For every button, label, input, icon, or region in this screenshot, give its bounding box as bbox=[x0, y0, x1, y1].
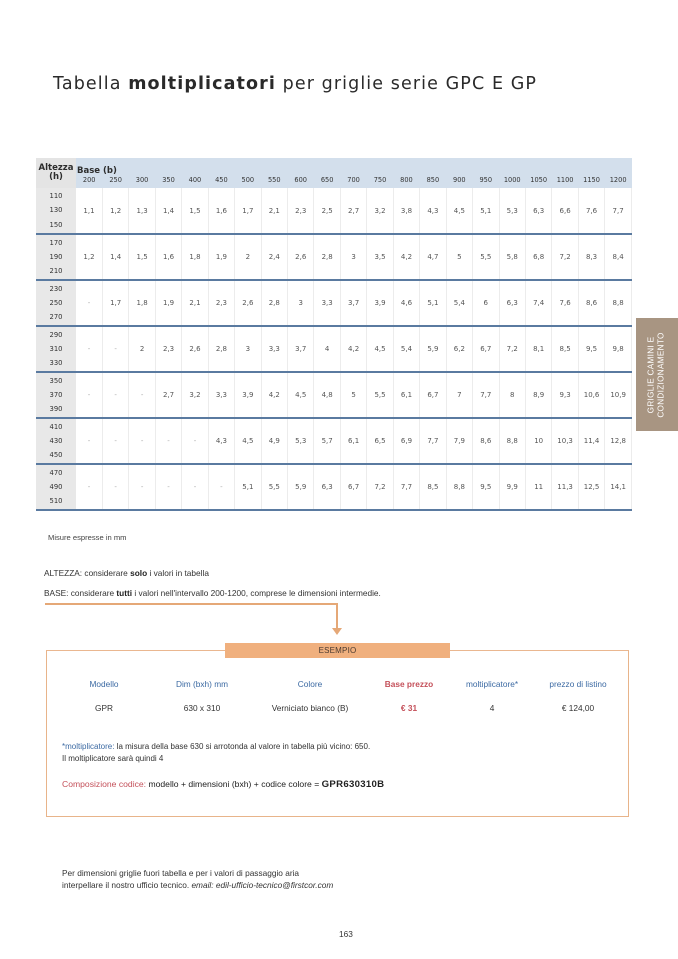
multiplier-cell: 7 bbox=[446, 372, 472, 418]
base-value-header: 900 bbox=[446, 176, 472, 188]
table-row bbox=[36, 326, 632, 372]
multiplier-footnote-line2: Il moltiplicatore sarà quindi 4 bbox=[62, 754, 164, 763]
example-header-color: Colore bbox=[297, 679, 323, 689]
base-column-header: Base (b) bbox=[76, 158, 632, 176]
height-value: 210 bbox=[49, 267, 63, 276]
multiplier-cell: - bbox=[129, 372, 155, 418]
multiplier-cell: 6,7 bbox=[420, 372, 446, 418]
multiplier-cell: 2,6 bbox=[288, 234, 314, 280]
height-value: 250 bbox=[49, 298, 63, 307]
code-value: GPR630310B bbox=[321, 779, 385, 790]
multiplier-cell: 5,3 bbox=[288, 418, 314, 464]
multiplier-cell: 5,4 bbox=[446, 280, 472, 326]
multiplier-cell: 2,7 bbox=[155, 372, 181, 418]
multiplier-cell: 2,3 bbox=[155, 326, 181, 372]
multiplier-cell: - bbox=[129, 418, 155, 464]
multiplier-cell: 1,8 bbox=[129, 280, 155, 326]
multiplier-cell: 3,3 bbox=[261, 326, 287, 372]
multiplier-cell: 7,2 bbox=[552, 234, 578, 280]
multiplier-cell: - bbox=[76, 418, 102, 464]
multiplier-cell: 6,8 bbox=[525, 234, 551, 280]
multiplier-cell: 3,2 bbox=[182, 372, 208, 418]
multiplier-cell: 8,6 bbox=[473, 418, 499, 464]
multiplier-table bbox=[36, 158, 632, 511]
height-value: 130 bbox=[49, 206, 63, 215]
multiplier-cell: 6,1 bbox=[340, 418, 366, 464]
base-value-header: 800 bbox=[393, 176, 419, 188]
multiplier-cell: 10,3 bbox=[552, 418, 578, 464]
height-value: 370 bbox=[49, 390, 63, 399]
multiplier-cell: 9,3 bbox=[552, 372, 578, 418]
base-value-header: 650 bbox=[314, 176, 340, 188]
example-header-base-price: Base prezzo bbox=[384, 679, 434, 689]
multiplier-cell: 3 bbox=[340, 234, 366, 280]
multiplier-cell: 9,9 bbox=[499, 464, 525, 510]
height-value: 310 bbox=[49, 344, 63, 353]
multiplier-cell: 7,2 bbox=[499, 326, 525, 372]
multiplier-cell: 9,5 bbox=[578, 326, 604, 372]
multiplier-cell: 8,4 bbox=[605, 234, 632, 280]
multiplier-cell: 5 bbox=[340, 372, 366, 418]
base-value-header: 450 bbox=[208, 176, 234, 188]
page-title: Tabella moltiplicatori per griglie serie GPC E GP bbox=[53, 74, 538, 94]
multiplier-cell: 3,7 bbox=[340, 280, 366, 326]
multiplier-cell: 6,3 bbox=[525, 188, 551, 234]
multiplier-cell: 3,9 bbox=[235, 372, 261, 418]
height-column-header: Altezza (h) bbox=[36, 158, 76, 188]
multiplier-cell: 8,8 bbox=[499, 418, 525, 464]
base-value-header: 300 bbox=[129, 176, 155, 188]
multiplier-cell: - bbox=[155, 418, 181, 464]
multiplier-cell: 5,7 bbox=[314, 418, 340, 464]
multiplier-cell: 3,3 bbox=[208, 372, 234, 418]
multiplier-cell: 8,5 bbox=[552, 326, 578, 372]
arrow-line bbox=[45, 603, 338, 605]
multiplier-cell: 4 bbox=[314, 326, 340, 372]
example-header-model: Modello bbox=[89, 679, 119, 689]
multiplier-cell: 4,2 bbox=[340, 326, 366, 372]
multiplier-cell: 2,8 bbox=[314, 234, 340, 280]
multiplier-cell: 3,2 bbox=[367, 188, 393, 234]
example-value-model: GPR bbox=[95, 703, 113, 713]
multiplier-cell: - bbox=[76, 464, 102, 510]
multiplier-cell: 7,6 bbox=[578, 188, 604, 234]
multiplier-cell: 7,2 bbox=[367, 464, 393, 510]
example-value-multiplier: 4 bbox=[489, 703, 495, 713]
height-value: 430 bbox=[49, 436, 63, 445]
multiplier-cell: 7,7 bbox=[393, 464, 419, 510]
multiplier-cell: 4,5 bbox=[367, 326, 393, 372]
base-value-header: 1100 bbox=[552, 176, 578, 188]
multiplier-cell: 3 bbox=[235, 326, 261, 372]
multiplier-cell: 9,8 bbox=[605, 326, 632, 372]
code-composition: Composizione codice: modello + dimensioni (bxh) + codice colore = GPR630310B bbox=[62, 779, 385, 790]
multiplier-cell: 8,8 bbox=[446, 464, 472, 510]
base-value-header: 1000 bbox=[499, 176, 525, 188]
multiplier-cell: - bbox=[155, 464, 181, 510]
multiplier-cell: - bbox=[208, 464, 234, 510]
height-range-cell bbox=[36, 464, 76, 510]
multiplier-cell: 2,1 bbox=[261, 188, 287, 234]
height-value: 270 bbox=[49, 313, 63, 322]
multiplier-cell: 8,8 bbox=[605, 280, 632, 326]
multiplier-cell: 5,5 bbox=[473, 234, 499, 280]
multiplier-cell: 5,5 bbox=[261, 464, 287, 510]
height-value: 470 bbox=[49, 468, 63, 477]
multiplier-cell: 2,8 bbox=[261, 280, 287, 326]
multiplier-cell: 11,4 bbox=[578, 418, 604, 464]
multiplier-cell: 3,8 bbox=[393, 188, 419, 234]
side-tab-line1: GRIGLIE CAMINI E bbox=[647, 336, 657, 413]
multiplier-cell: 11 bbox=[525, 464, 551, 510]
multiplier-cell: 8,3 bbox=[578, 234, 604, 280]
base-value-header: 600 bbox=[288, 176, 314, 188]
multiplier-cell: 4,5 bbox=[446, 188, 472, 234]
multiplier-cell: 1,5 bbox=[129, 234, 155, 280]
example-header-dim: Dim (bxh) mm bbox=[175, 679, 229, 689]
base-value-header: 350 bbox=[155, 176, 181, 188]
base-value-header: 850 bbox=[420, 176, 446, 188]
multiplier-cell: 2 bbox=[235, 234, 261, 280]
height-value: 230 bbox=[49, 284, 63, 293]
arrow-line-down bbox=[336, 603, 338, 630]
multiplier-cell: 14,1 bbox=[605, 464, 632, 510]
height-range-cell bbox=[36, 188, 76, 234]
multiplier-cell: 1,2 bbox=[76, 234, 102, 280]
multiplier-cell: 5,9 bbox=[288, 464, 314, 510]
height-value: 510 bbox=[49, 497, 63, 506]
multiplier-cell: - bbox=[102, 372, 128, 418]
multiplier-cell: 2,7 bbox=[340, 188, 366, 234]
multiplier-cell: 6,6 bbox=[552, 188, 578, 234]
example-value-color: Verniciato bianco (B) bbox=[271, 703, 349, 713]
multiplier-cell: 12,5 bbox=[578, 464, 604, 510]
multiplier-cell: 8,9 bbox=[525, 372, 551, 418]
base-value-header: 1150 bbox=[578, 176, 604, 188]
multiplier-cell: 1,8 bbox=[182, 234, 208, 280]
multiplier-cell: 3 bbox=[288, 280, 314, 326]
multiplier-cell: 12,8 bbox=[605, 418, 632, 464]
base-value-header: 1050 bbox=[525, 176, 551, 188]
multiplier-cell: 3,3 bbox=[314, 280, 340, 326]
section-side-tab[interactable] bbox=[636, 318, 678, 431]
multiplier-cell: 4,5 bbox=[235, 418, 261, 464]
multiplier-cell: 6,1 bbox=[393, 372, 419, 418]
multiplier-cell: - bbox=[76, 326, 102, 372]
height-value: 190 bbox=[49, 252, 63, 261]
multiplier-cell: 1,9 bbox=[155, 280, 181, 326]
base-value-header: 950 bbox=[473, 176, 499, 188]
multiplier-cell: 2,6 bbox=[182, 326, 208, 372]
table-row bbox=[36, 418, 632, 464]
arrow-down-icon bbox=[332, 628, 342, 635]
multiplier-cell: 10,9 bbox=[605, 372, 632, 418]
height-range-cell bbox=[36, 418, 76, 464]
multiplier-cell: - bbox=[76, 280, 102, 326]
height-value: 150 bbox=[49, 220, 63, 229]
multiplier-cell: 9,5 bbox=[473, 464, 499, 510]
multiplier-cell: 2,5 bbox=[314, 188, 340, 234]
multiplier-cell: - bbox=[102, 418, 128, 464]
multiplier-cell: 7,6 bbox=[552, 280, 578, 326]
example-value-dim: 630 x 310 bbox=[183, 703, 221, 713]
rule-altezza: ALTEZZA: considerare solo i valori in tabella bbox=[44, 568, 209, 578]
base-value-header: 1200 bbox=[605, 176, 632, 188]
multiplier-cell: 7,7 bbox=[473, 372, 499, 418]
multiplier-cell: 7,4 bbox=[525, 280, 551, 326]
multiplier-cell: 5,4 bbox=[393, 326, 419, 372]
multiplier-footnote: *moltiplicatore: la misura della base 630 si arrotonda al valore in tabella più vicino: 650. bbox=[62, 742, 371, 751]
multiplier-cell: 2,4 bbox=[261, 234, 287, 280]
multiplier-cell: 6 bbox=[473, 280, 499, 326]
multiplier-cell: 6,5 bbox=[367, 418, 393, 464]
multiplier-cell: 7,7 bbox=[420, 418, 446, 464]
multiplier-cell: 6,2 bbox=[446, 326, 472, 372]
multiplier-cell: 6,7 bbox=[473, 326, 499, 372]
multiplier-cell: 6,7 bbox=[340, 464, 366, 510]
multiplier-cell: 6,3 bbox=[499, 280, 525, 326]
multiplier-cell: 3,7 bbox=[288, 326, 314, 372]
side-tab-line2: CONDIZIONAMENTO bbox=[657, 331, 667, 418]
multiplier-cell: 4,3 bbox=[208, 418, 234, 464]
email-link[interactable]: email: edil-ufficio-tecnico@firstcor.com bbox=[191, 880, 334, 890]
base-value-header: 200 bbox=[76, 176, 102, 188]
multiplier-cell: 7,7 bbox=[605, 188, 632, 234]
multiplier-cell: 1,4 bbox=[155, 188, 181, 234]
multiplier-cell: - bbox=[182, 418, 208, 464]
multiplier-cell: 5,5 bbox=[367, 372, 393, 418]
contact-line-2: interpellare il nostro ufficio tecnico. email: edil-ufficio-tecnico@firstcor.com bbox=[62, 880, 334, 890]
height-value: 350 bbox=[49, 376, 63, 385]
multiplier-cell: 2 bbox=[129, 326, 155, 372]
multiplier-cell: 2,3 bbox=[208, 280, 234, 326]
table-header-row bbox=[36, 158, 632, 176]
height-value: 330 bbox=[49, 359, 63, 368]
height-value: 450 bbox=[49, 451, 63, 460]
example-value-base-price: € 31 bbox=[400, 703, 418, 713]
multiplier-cell: 1,1 bbox=[76, 188, 102, 234]
multiplier-cell: 5,3 bbox=[499, 188, 525, 234]
multiplier-cell: 8 bbox=[499, 372, 525, 418]
table-row bbox=[36, 234, 632, 280]
multiplier-cell: 1,2 bbox=[102, 188, 128, 234]
multiplier-cell: 2,8 bbox=[208, 326, 234, 372]
multiplier-cell: 4,3 bbox=[420, 188, 446, 234]
multiplier-cell: 8,5 bbox=[420, 464, 446, 510]
multiplier-cell: 1,9 bbox=[208, 234, 234, 280]
example-header-list-price: prezzo di listino bbox=[549, 679, 607, 689]
height-value: 490 bbox=[49, 482, 63, 491]
height-value: 170 bbox=[49, 238, 63, 247]
multiplier-cell: 1,7 bbox=[102, 280, 128, 326]
multiplier-cell: 1,3 bbox=[129, 188, 155, 234]
multiplier-cell: - bbox=[102, 464, 128, 510]
multiplier-cell: 4,9 bbox=[261, 418, 287, 464]
multiplier-cell: 3,9 bbox=[367, 280, 393, 326]
multiplier-cell: 4,2 bbox=[261, 372, 287, 418]
height-value: 410 bbox=[49, 422, 63, 431]
height-value: 110 bbox=[49, 192, 63, 201]
example-box bbox=[46, 650, 629, 817]
height-range-cell bbox=[36, 372, 76, 418]
multiplier-cell: - bbox=[102, 326, 128, 372]
multiplier-cell: - bbox=[182, 464, 208, 510]
height-value: 290 bbox=[49, 330, 63, 339]
table-row bbox=[36, 280, 632, 326]
multiplier-cell: 6,9 bbox=[393, 418, 419, 464]
height-range-cell bbox=[36, 326, 76, 372]
multiplier-cell: 10 bbox=[525, 418, 551, 464]
contact-line-1: Per dimensioni griglie fuori tabella e per i valori di passaggio aria bbox=[62, 868, 300, 878]
base-value-header: 550 bbox=[261, 176, 287, 188]
multiplier-cell: 7,9 bbox=[446, 418, 472, 464]
multiplier-cell: 2,3 bbox=[288, 188, 314, 234]
multiplier-cell: 5,1 bbox=[235, 464, 261, 510]
multiplier-cell: 1,6 bbox=[155, 234, 181, 280]
multiplier-cell: 1,7 bbox=[235, 188, 261, 234]
base-values-row bbox=[36, 176, 632, 188]
multiplier-cell: 5,1 bbox=[473, 188, 499, 234]
height-range-cell bbox=[36, 280, 76, 326]
multiplier-cell: 4,8 bbox=[314, 372, 340, 418]
multiplier-cell: 5,1 bbox=[420, 280, 446, 326]
multiplier-cell: 5,8 bbox=[499, 234, 525, 280]
height-value: 390 bbox=[49, 405, 63, 414]
table-row bbox=[36, 464, 632, 510]
multiplier-cell: 2,6 bbox=[235, 280, 261, 326]
rule-base: BASE: considerare tutti i valori nell'intervallo 200-1200, comprese le dimensioni intermedie. bbox=[44, 588, 381, 598]
base-value-header: 750 bbox=[367, 176, 393, 188]
multiplier-cell: 8,6 bbox=[578, 280, 604, 326]
multiplier-cell: 5,9 bbox=[420, 326, 446, 372]
multiplier-cell: 4,5 bbox=[288, 372, 314, 418]
example-value-list-price: € 124,00 bbox=[561, 703, 595, 713]
multiplier-cell: 2,1 bbox=[182, 280, 208, 326]
page-number: 163 bbox=[339, 929, 353, 939]
multiplier-cell: 11,3 bbox=[552, 464, 578, 510]
table-row bbox=[36, 372, 632, 418]
units-note: Misure espresse in mm bbox=[48, 533, 127, 542]
base-value-header: 250 bbox=[102, 176, 128, 188]
height-range-cell bbox=[36, 234, 76, 280]
example-header-multiplier: moltiplicatore* bbox=[465, 679, 519, 689]
multiplier-cell: 6,3 bbox=[314, 464, 340, 510]
multiplier-cell: 10,6 bbox=[578, 372, 604, 418]
multiplier-cell: 3,5 bbox=[367, 234, 393, 280]
multiplier-cell: 1,5 bbox=[182, 188, 208, 234]
base-value-header: 700 bbox=[340, 176, 366, 188]
table-row bbox=[36, 188, 632, 234]
multiplier-cell: 1,6 bbox=[208, 188, 234, 234]
multiplier-cell: 4,7 bbox=[420, 234, 446, 280]
multiplier-cell: - bbox=[129, 464, 155, 510]
example-label: ESEMPIO bbox=[225, 643, 450, 658]
multiplier-cell: - bbox=[76, 372, 102, 418]
multiplier-cell: 4,2 bbox=[393, 234, 419, 280]
base-value-header: 500 bbox=[235, 176, 261, 188]
multiplier-cell: 1,4 bbox=[102, 234, 128, 280]
multiplier-cell: 8,1 bbox=[525, 326, 551, 372]
multiplier-cell: 4,6 bbox=[393, 280, 419, 326]
multiplier-cell: 5 bbox=[446, 234, 472, 280]
base-value-header: 400 bbox=[182, 176, 208, 188]
